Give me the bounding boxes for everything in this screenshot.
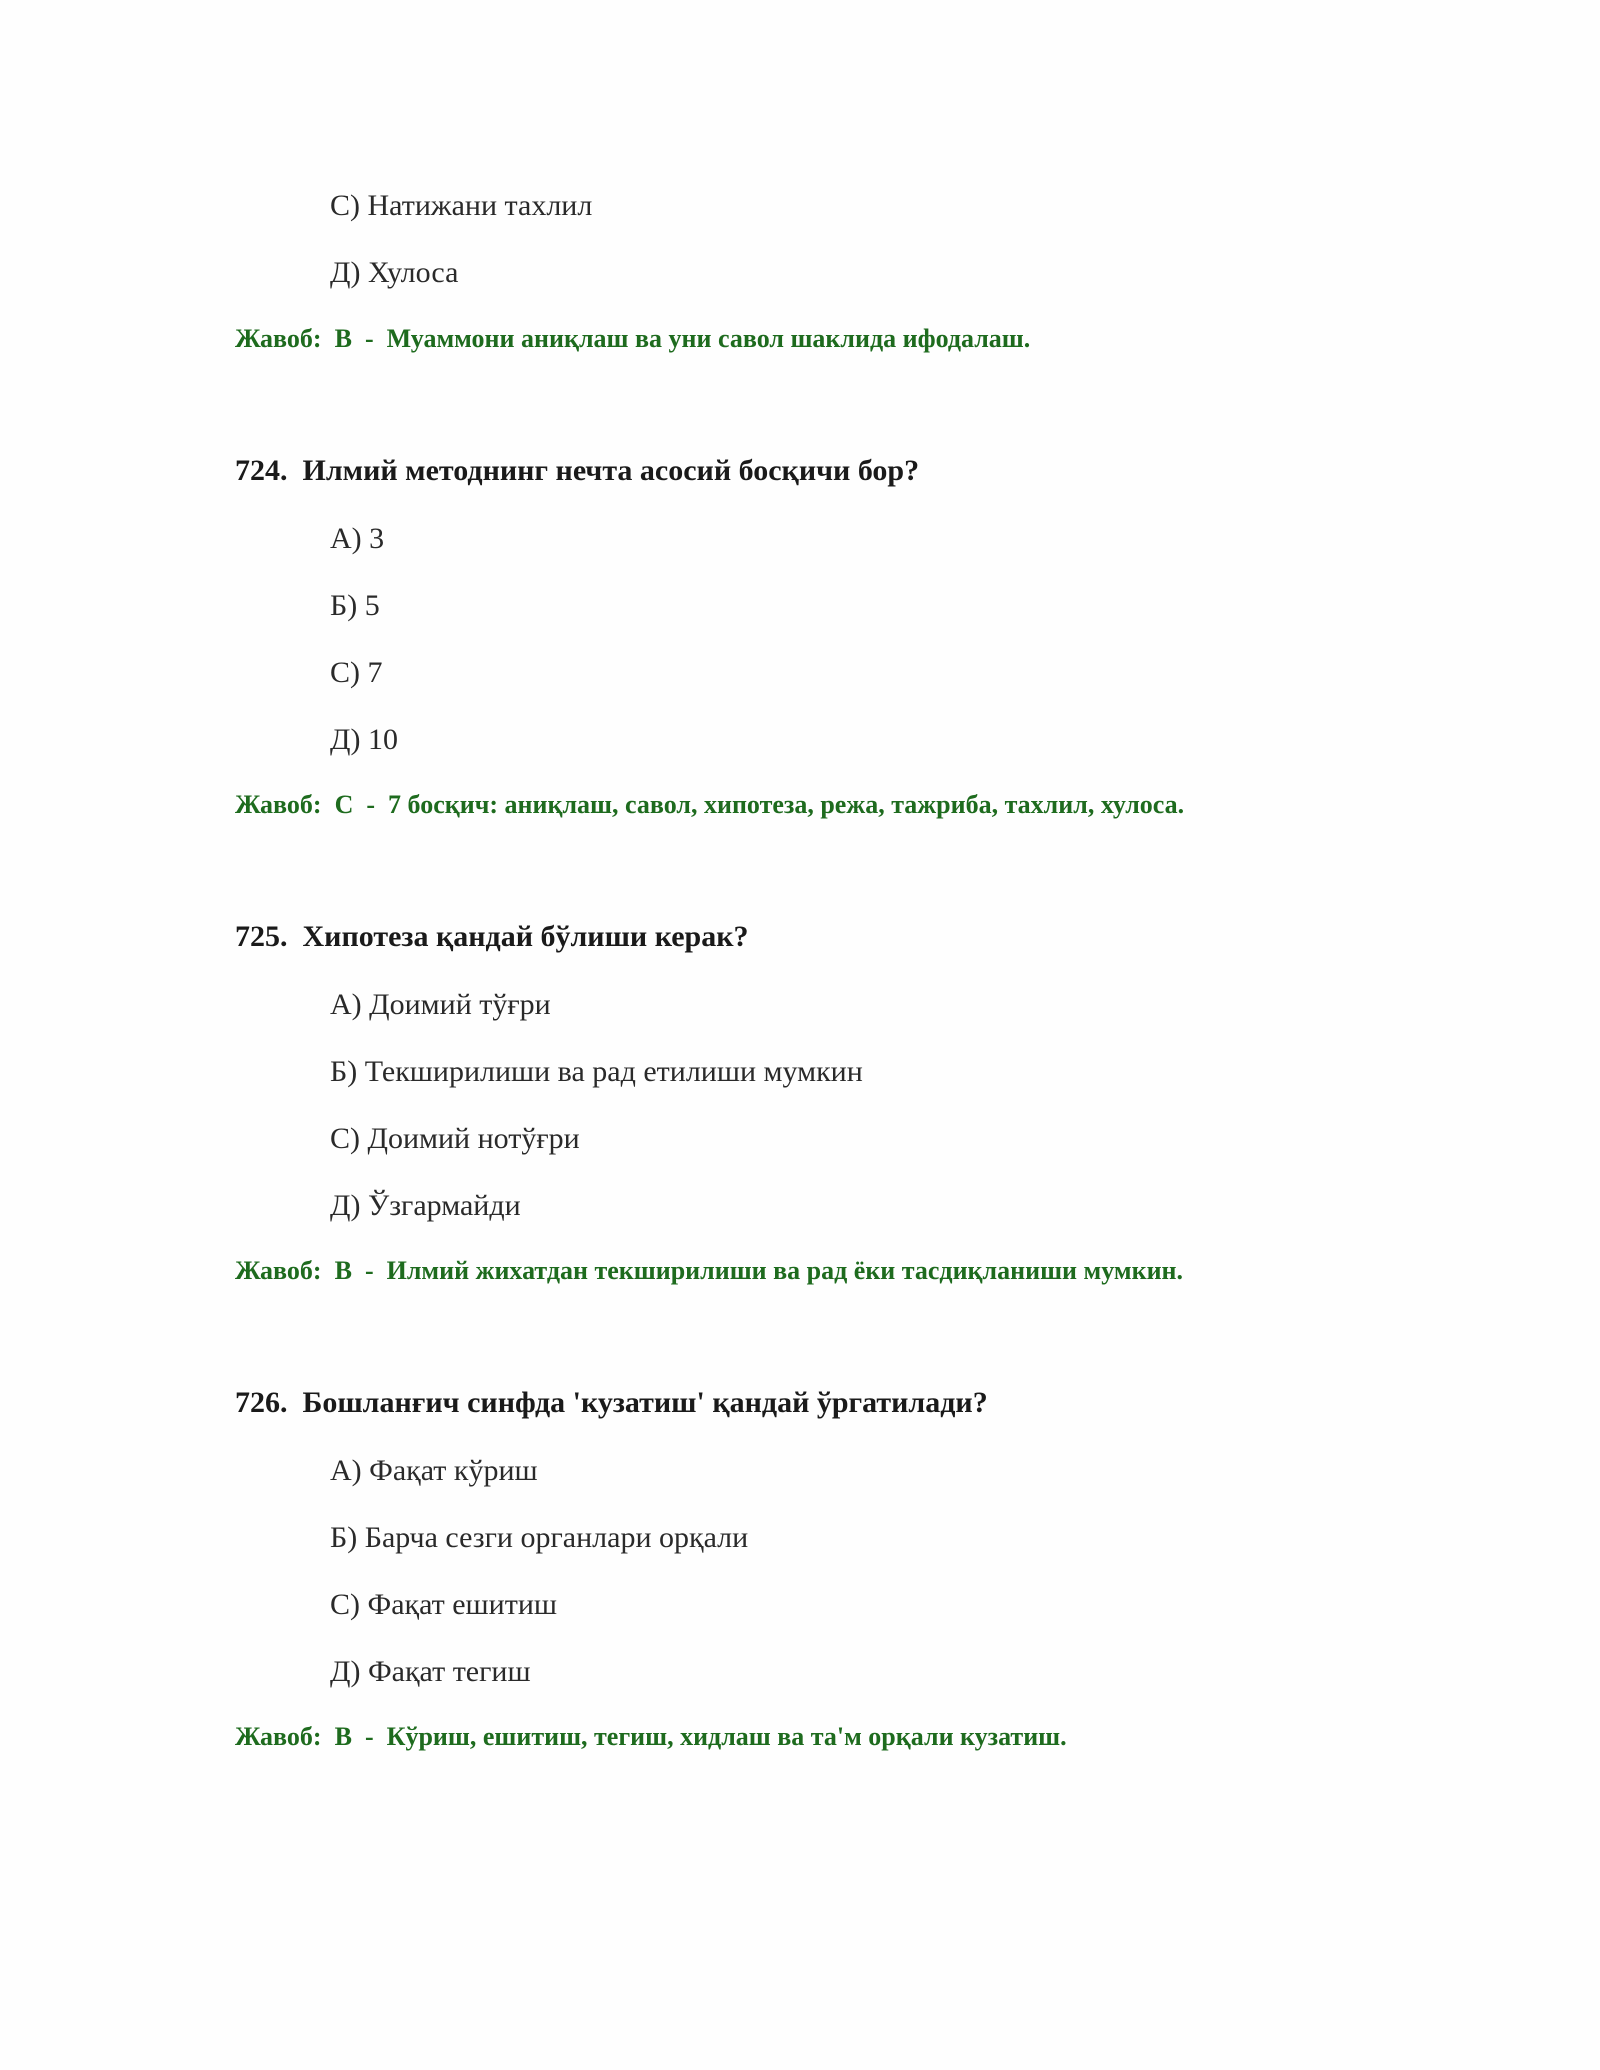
answer-dash: - [364,1722,374,1751]
option-c: С) 7 [330,656,383,689]
option-b: Б) Барча сезги органлари орқали [330,1521,749,1554]
option-d: Д) Хулоса [330,256,459,289]
answer-line [235,792,1184,818]
answer-letter: В [334,1256,352,1285]
option-d: Д) Фақат тегиш [330,1655,531,1688]
option-d: Д) 10 [330,723,398,756]
answer-letter: В [334,324,352,353]
option-a: А) 3 [330,522,385,555]
option-a: А) Фақат кўриш [330,1454,538,1487]
answer-prefix: Жавоб: [235,1256,322,1285]
answer-line [235,326,1030,352]
answer-text: Илмий жихатдан текширилиши ва рад ёки тасдиқланиши мумкин. [386,1256,1184,1285]
question-text: Бошланғич синфда 'кузатиш' қандай ўргатилади? [302,1386,988,1419]
question-text: Хипотеза қандай бўлиши керак? [302,920,749,953]
option-c: С) Фақат ешитиш [330,1588,557,1621]
answer-dash: - [364,324,374,353]
option-c: С) Натижани тахлил [330,189,593,222]
answer-text: 7 босқич: аниқлаш, савол, хипотеза, режа, тажриба, тахлил, хулоса. [388,790,1185,819]
answer-line [235,1258,1183,1284]
question-number: 724. [235,454,288,487]
option-b: Б) Текширилиши ва рад етилиши мумкин [330,1055,863,1088]
answer-letter: В [334,1722,352,1751]
answer-dash: - [364,1256,374,1285]
question-725 [235,922,749,952]
option-d: Д) Ўзгармайди [330,1189,521,1222]
question-number: 726. [235,1386,288,1419]
question-726 [235,1388,988,1418]
answer-text: Муаммони аниқлаш ва уни савол шаклида ифодалаш. [386,324,1031,353]
answer-line [235,1724,1067,1750]
question-number: 725. [235,920,288,953]
question-text: Илмий методнинг нечта асосий босқичи бор? [302,454,920,487]
option-b: Б) 5 [330,589,380,622]
answer-letter: С [334,790,354,819]
answer-prefix: Жавоб: [235,1722,322,1751]
answer-text: Кўриш, ешитиш, тегиш, хидлаш ва та'м орқали кузатиш. [386,1722,1067,1751]
option-a: А) Доимий тўғри [330,988,551,1021]
answer-prefix: Жавоб: [235,790,322,819]
answer-dash: - [366,790,376,819]
answer-prefix: Жавоб: [235,324,322,353]
question-724 [235,456,919,486]
option-c: С) Доимий нотўғри [330,1122,580,1155]
